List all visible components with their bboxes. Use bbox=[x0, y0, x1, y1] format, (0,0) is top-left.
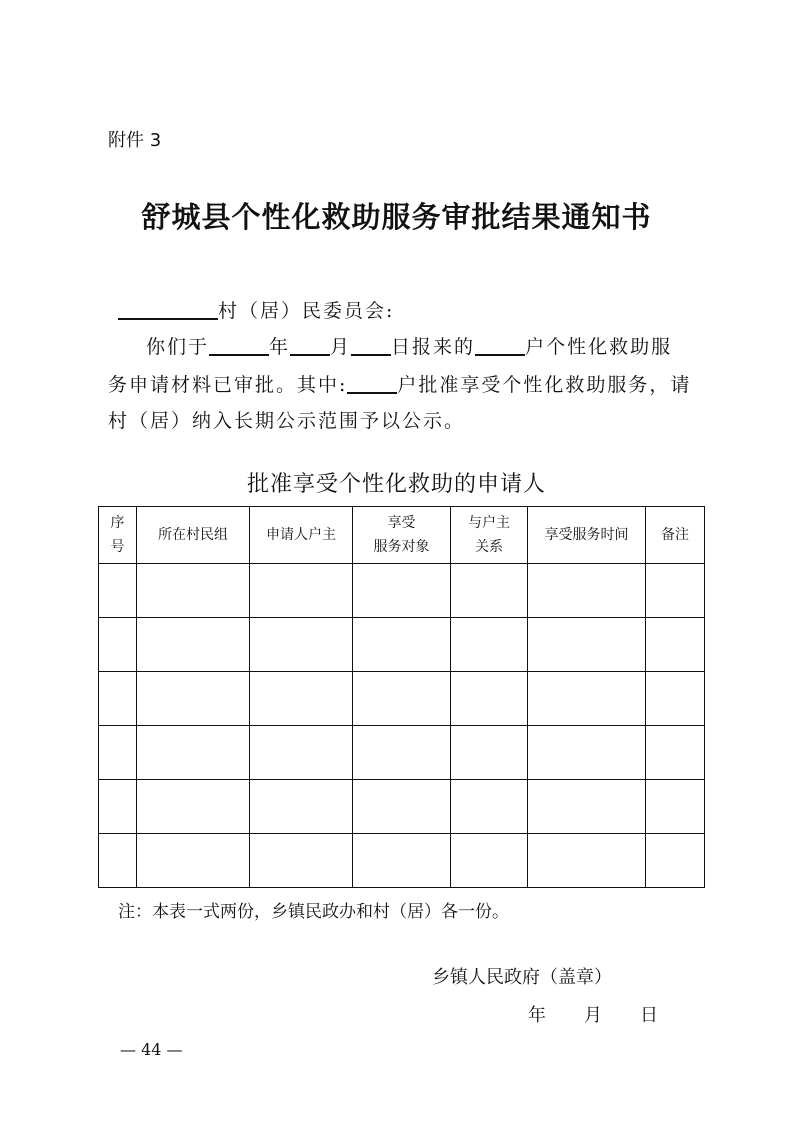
table-cell[interactable] bbox=[353, 834, 451, 888]
attachment-label: 附件 3 bbox=[108, 130, 162, 151]
page-number: — 44 — bbox=[120, 1040, 183, 1059]
table-row bbox=[99, 564, 705, 618]
body-line-2 bbox=[108, 370, 691, 397]
header-seq bbox=[99, 507, 137, 564]
body-text: 你们于 bbox=[146, 336, 210, 358]
table-header-row bbox=[99, 507, 705, 564]
table-cell[interactable] bbox=[99, 618, 137, 672]
table-row bbox=[99, 618, 705, 672]
table-title: 批准享受个性化救助的申请人 bbox=[246, 472, 546, 497]
table-cell[interactable] bbox=[451, 834, 528, 888]
table-cell[interactable] bbox=[137, 564, 250, 618]
body-text: 年 bbox=[269, 336, 291, 358]
header-text: 所在村民组 bbox=[158, 527, 228, 543]
year-blank[interactable] bbox=[209, 335, 269, 356]
table-cell[interactable] bbox=[451, 672, 528, 726]
table-cell[interactable] bbox=[451, 564, 528, 618]
table-cell[interactable] bbox=[451, 780, 528, 834]
table-cell[interactable] bbox=[250, 564, 353, 618]
table-cell[interactable] bbox=[99, 780, 137, 834]
table-cell[interactable] bbox=[646, 834, 705, 888]
approved-households-blank[interactable] bbox=[347, 373, 397, 394]
table-cell[interactable] bbox=[528, 618, 646, 672]
table-cell[interactable] bbox=[646, 672, 705, 726]
table-cell[interactable] bbox=[528, 834, 646, 888]
table-cell[interactable] bbox=[250, 726, 353, 780]
header-remarks bbox=[646, 507, 705, 564]
table-row bbox=[99, 672, 705, 726]
table-cell[interactable] bbox=[250, 618, 353, 672]
households-blank[interactable] bbox=[475, 335, 525, 356]
table-cell[interactable] bbox=[250, 834, 353, 888]
table-cell[interactable] bbox=[528, 564, 646, 618]
body-line-3: 村（居）纳入长期公示范围予以公示。 bbox=[108, 410, 466, 432]
salutation-line bbox=[118, 296, 394, 323]
table-cell[interactable] bbox=[528, 672, 646, 726]
date-line bbox=[528, 1001, 658, 1027]
header-service-time bbox=[528, 507, 646, 564]
header-text: 与户主 bbox=[468, 515, 510, 531]
table-cell[interactable] bbox=[99, 672, 137, 726]
header-text: 享受 bbox=[387, 515, 416, 531]
day-blank[interactable] bbox=[351, 335, 391, 356]
date-month: 月 bbox=[584, 1005, 602, 1026]
table-cell[interactable] bbox=[99, 834, 137, 888]
table-cell[interactable] bbox=[451, 726, 528, 780]
table-body bbox=[99, 564, 705, 888]
header-text: 申请人户主 bbox=[266, 527, 336, 543]
month-blank[interactable] bbox=[290, 335, 330, 356]
body-line-1 bbox=[146, 332, 672, 359]
header-text: 备注 bbox=[661, 527, 689, 543]
table-cell[interactable] bbox=[137, 618, 250, 672]
header-text: 享受服务时间 bbox=[544, 527, 629, 543]
issuer-seal-line: 乡镇人民政府（盖章） bbox=[432, 967, 612, 988]
body-text: 日报来的 bbox=[391, 336, 476, 358]
header-relation bbox=[451, 507, 528, 564]
table-note: 注：本表一式两份，乡镇民政办和村（居）各一份。 bbox=[118, 902, 509, 922]
table-cell[interactable] bbox=[451, 618, 528, 672]
date-day: 日 bbox=[640, 1005, 658, 1026]
table-cell[interactable] bbox=[137, 780, 250, 834]
header-text: 号 bbox=[110, 539, 125, 555]
table-cell[interactable] bbox=[528, 726, 646, 780]
table-row bbox=[99, 834, 705, 888]
body-text: 户批准享受个性化救助服务，请 bbox=[397, 374, 692, 396]
table-cell[interactable] bbox=[99, 564, 137, 618]
header-group bbox=[137, 507, 250, 564]
table-cell[interactable] bbox=[353, 726, 451, 780]
table-cell[interactable] bbox=[646, 726, 705, 780]
table-cell[interactable] bbox=[528, 780, 646, 834]
body-text: 务申请材料已审批。其中: bbox=[108, 374, 348, 396]
table-row bbox=[99, 726, 705, 780]
header-applicant bbox=[250, 507, 353, 564]
table-cell[interactable] bbox=[137, 726, 250, 780]
document-title: 舒城县个性化救助服务审批结果通知书 bbox=[141, 200, 652, 234]
table-cell[interactable] bbox=[137, 834, 250, 888]
table-cell[interactable] bbox=[353, 564, 451, 618]
body-text: 户个性化救助服 bbox=[525, 336, 673, 358]
table-cell[interactable] bbox=[353, 618, 451, 672]
table-cell[interactable] bbox=[99, 726, 137, 780]
header-text: 服务对象 bbox=[373, 539, 430, 555]
village-blank[interactable] bbox=[118, 299, 218, 320]
table-cell[interactable] bbox=[646, 780, 705, 834]
table-row bbox=[99, 780, 705, 834]
table-cell[interactable] bbox=[137, 672, 250, 726]
body-text: 月 bbox=[330, 336, 352, 358]
table-cell[interactable] bbox=[250, 780, 353, 834]
table-cell[interactable] bbox=[353, 780, 451, 834]
date-year: 年 bbox=[528, 1005, 546, 1026]
salutation-text: 村（居）民委员会: bbox=[218, 300, 395, 322]
table-cell[interactable] bbox=[646, 618, 705, 672]
header-beneficiary bbox=[353, 507, 451, 564]
table-cell[interactable] bbox=[250, 672, 353, 726]
applicant-table bbox=[98, 506, 705, 888]
header-text: 关系 bbox=[475, 539, 503, 555]
table-cell[interactable] bbox=[353, 672, 451, 726]
table-cell[interactable] bbox=[646, 564, 705, 618]
header-text: 序 bbox=[110, 515, 125, 531]
